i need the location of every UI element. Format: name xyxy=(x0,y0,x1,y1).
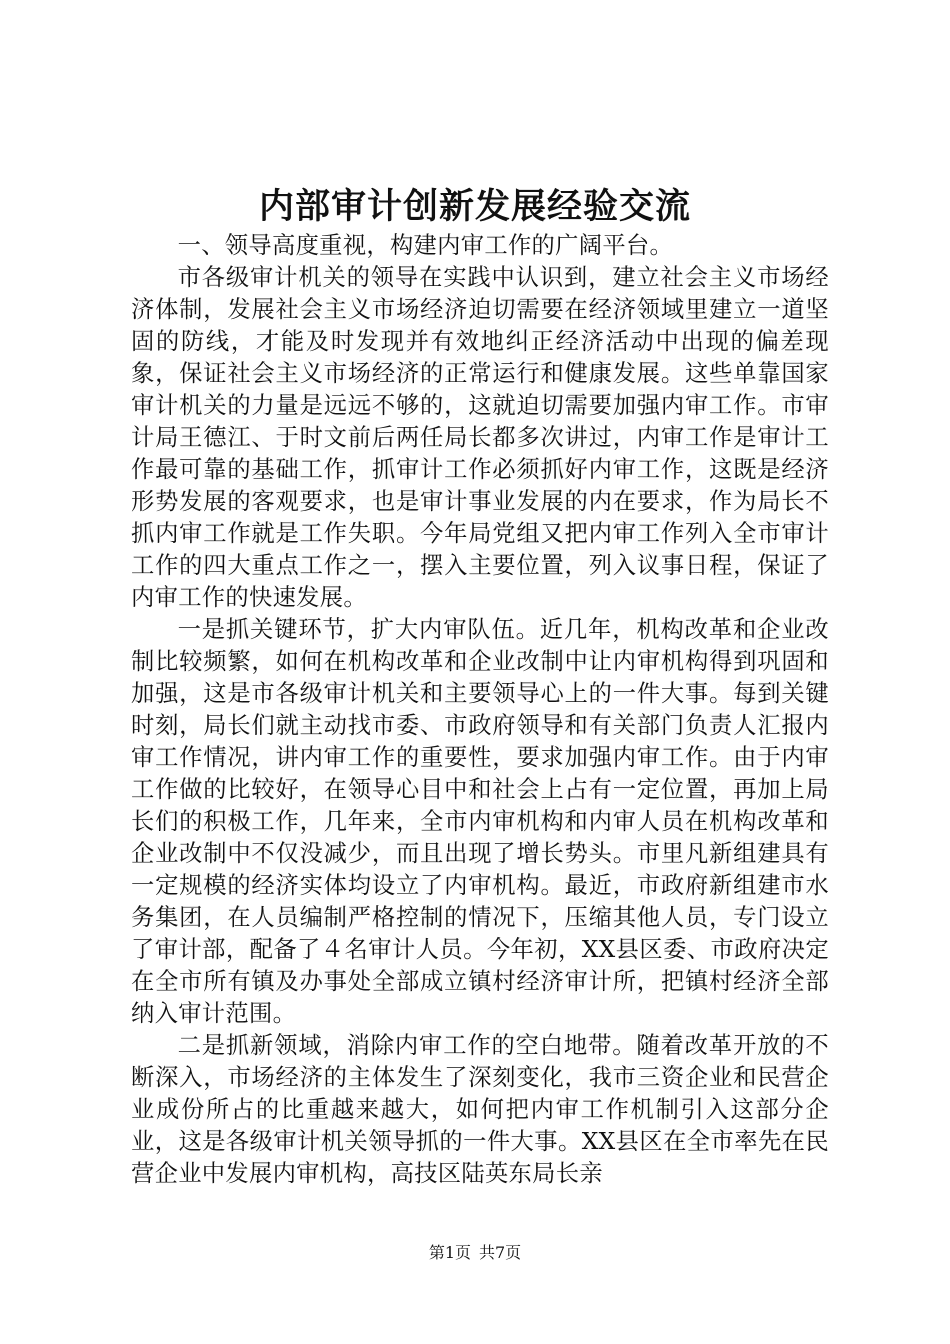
page-total: 共7页 xyxy=(479,1243,522,1262)
paragraph-key-links: 一是抓关键环节，扩大内审队伍。近几年，机构改革和企业改制比较频繁，如何在机构改革和企业改制中让内审机构得到巩固和加强，这是市各级审计机关和主要领导心上的一件大事。每到关键时刻，局长们就主动找市委、市政府领导和有关部门负责人汇报内审工作情况，讲内审工作的重要性，要求加强内审工作。由于内审工作做的比较好，在领导心目中和社会上占有一定位置，再加上局长们的积极工作，几年来，全市内审机构和内审人员在机构改革和企业改制中不仅没减少，而且出现了增长势头。市里凡新组建具有一定规模的经济实体均设立了内审机构。最近，市政府新组建市水务集团，在人员编制严格控制的情况下，压缩其他人员，专门设立了审计部，配备了４名审计人员。今年初，XX县区委、市政府决定在全市所有镇及办事处全部成立镇村经济审计所，把镇村经济全部纳入审计范围。 xyxy=(131,616,829,1027)
document-title: 内部审计创新发展经验交流 xyxy=(258,186,691,227)
page-footer xyxy=(0,1242,950,1264)
document-body xyxy=(131,230,829,1190)
paragraph-new-fields: 二是抓新领域，消除内审工作的空白地带。随着改革开放的不断深入，市场经济的主体发生了深刻变化，我市三资企业和民营企业成份所占的比重越来越大，如何把内审工作机制引入这部分企业，这是各级审计机关领导抓的一件大事。XX县区在全市率先在民营企业中发展内审机构，高技区陆英东局长亲 xyxy=(131,1032,829,1187)
paragraph-section-heading: 一、领导高度重视，构建内审工作的广阔平台。 xyxy=(177,232,674,259)
paragraph-leadership: 市各级审计机关的领导在实践中认识到，建立社会主义市场经济体制，发展社会主义市场经济迫切需要在经济领域里建立一道坚固的防线，才能及时发现并有效地纠正经济活动中出现的偏差现象，保证社会主义市场经济的正常运行和健康发展。这些单靠国家审计机关的力量是远远不够的，这就迫切需要加强内审工作。市审计局王德江、于时文前后两任局长都多次讲过，内审工作是审计工作最可靠的基础工作，抓审计工作必须抓好内审工作，这既是经济形势发展的客观要求，也是审计事业发展的内在要求，作为局长不抓内审工作就是工作失职。今年局党组又把内审工作列入全市审计工作的四大重点工作之一，摆入主要位置，列入议事日程，保证了内审工作的快速发展。 xyxy=(131,264,829,611)
page-number: 第1页 xyxy=(428,1243,471,1262)
